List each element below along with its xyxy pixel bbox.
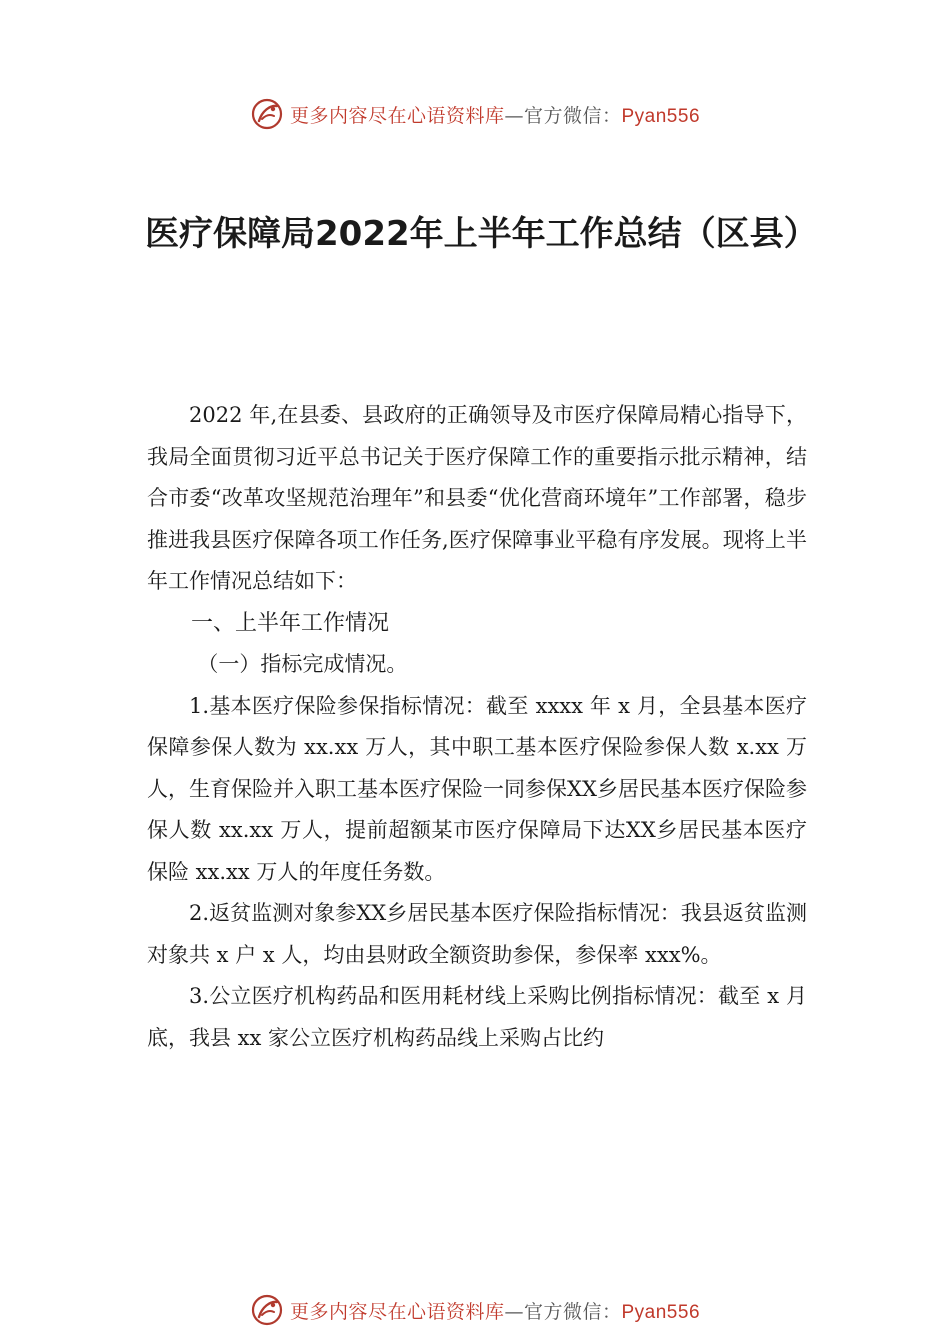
watermark-wechat-id: Pyan556 [621,105,701,127]
document-title: 医疗保障局2022年上半年工作总结（区县） [145,214,818,254]
body-paragraph: 1.基本医疗保险参保指标情况：截至 xxxx 年 x 月，全县基本医疗保障参保人数为 xx.xx 万人，其中职工基本医疗保险参保人数 x.xx 万人，生育保险并入职工基本医疗保险一同参保XX乡居民基本医疗保险参保人数 xx.xx 万人，提前超额某市医疗保障局下达XX乡居民基本医疗保险 xx.xx 万人的年度任务数。 [147,693,807,884]
watermark-wechat-id: Pyan556 [621,1301,701,1323]
body-paragraph: 2.返贫监测对象参XX乡居民基本医疗保险指标情况：我县返贫监测对象共 x 户 x 人，均由县财政全额资助参保，参保率 xxx%。 [147,901,807,967]
body-paragraph: 3.公立医疗机构药品和医用耗材线上采购比例指标情况：截至 x 月底，我县 xx 家公立医疗机构药品线上采购占比约 [147,984,807,1050]
watermark-wechat-label: 官方微信： [523,1300,622,1323]
watermark-banner-top [0,92,950,136]
brand-logo-icon [250,1293,284,1327]
intro-paragraph: 2022 年,在县委、县政府的正确领导及市医疗保障局精心指导下，我局全面贯彻习近平总书记关于医疗保障工作的重要指示批示精神，结合市委“改革攻坚规范治理年”和县委“优化营商环境年”工作部署，稳步推进我县医疗保障各项工作任务,医疗保障事业平稳有序发展。现将上半年工作情况总结如下： [147,403,807,593]
watermark-banner-bottom [0,1288,950,1332]
watermark-text [290,101,700,128]
watermark-separator: — [504,1300,524,1323]
watermark-wechat-label: 官方微信： [523,104,622,127]
brand-logo-icon [250,97,284,131]
watermark-brand: 更多内容尽在心语资料库 [289,1300,505,1323]
watermark-brand: 更多内容尽在心语资料库 [289,104,505,127]
subsection-heading: （一）指标完成情况。 [197,652,408,676]
document-body [147,395,807,1059]
watermark-text [290,1297,700,1324]
section-heading: 一、上半年工作情况 [191,610,390,636]
watermark-separator: — [504,104,524,127]
